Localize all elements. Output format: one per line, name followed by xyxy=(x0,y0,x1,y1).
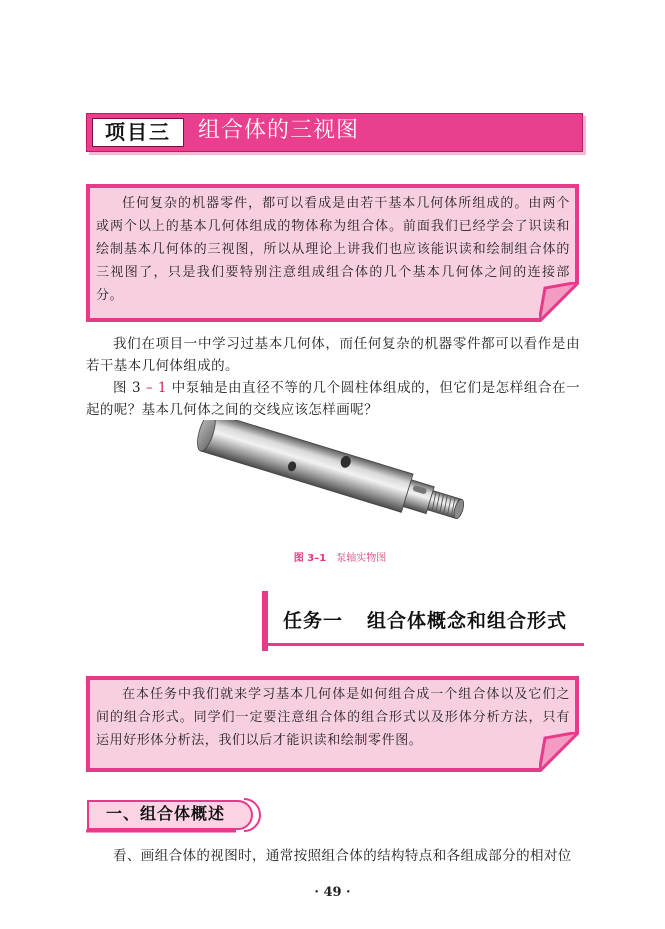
task-header-underline xyxy=(262,643,584,646)
task-number: 任务一 xyxy=(283,610,344,632)
task-header xyxy=(283,606,567,636)
body-paragraph-3: 看、画组合体的视图时，通常按照组合体的结构特点和各组成部分的相对位 xyxy=(113,848,572,864)
figure-number: 图 3–1 xyxy=(293,553,327,564)
body-paragraph-1: 我们在项目一中学习过基本几何体，而任何复杂的机器零件都可以看作是由若干基本几何体组成的。 xyxy=(86,336,580,374)
para2-rest: 中泵轴是由直径不等的几个圆柱体组成的，但它们是怎样组合在一起的呢？基本几何体之间的交线应该怎样画呢？ xyxy=(86,380,580,418)
task-note-text: 在本任务中我们就来学习基本几何体是如何组合成一个组合体以及它们之间的组合形式。同学们一定要注意组合体的组合形式以及形体分析方法，只有运用好形体分析法，我们以后才能识读和绘制零件图。 xyxy=(96,687,570,748)
figure-reference: – 1 xyxy=(140,380,172,396)
body-paragraph-2 xyxy=(86,377,580,421)
figure-caption-text: 泵轴实物图 xyxy=(336,553,387,564)
task-title: 组合体概念和组合形式 xyxy=(367,610,568,632)
intro-note-text: 任何复杂的机器零件，都可以看成是由若干基本几何体所组成的。由两个或两个以上的基本几何体组成的物体称为组合体。前面我们已经学会了识读和绘制基本几何体的三视图，所以从理论上讲我们也应该能识读和绘制组合体的三视图了，只是我们要特别注意组成组合体的几个基本几何体之间的连接部分。 xyxy=(96,196,570,303)
pump-shaft-image xyxy=(180,420,480,538)
page-number: · 49 · xyxy=(314,885,351,900)
figure-caption xyxy=(250,549,430,564)
project-title: 组合体的三视图 xyxy=(198,118,360,143)
section-title: 一、组合体概述 xyxy=(106,804,226,823)
para2-prefix: 图 3 xyxy=(113,380,141,396)
project-label: 项目三 xyxy=(92,118,184,147)
task-header-left-bar xyxy=(262,591,268,651)
